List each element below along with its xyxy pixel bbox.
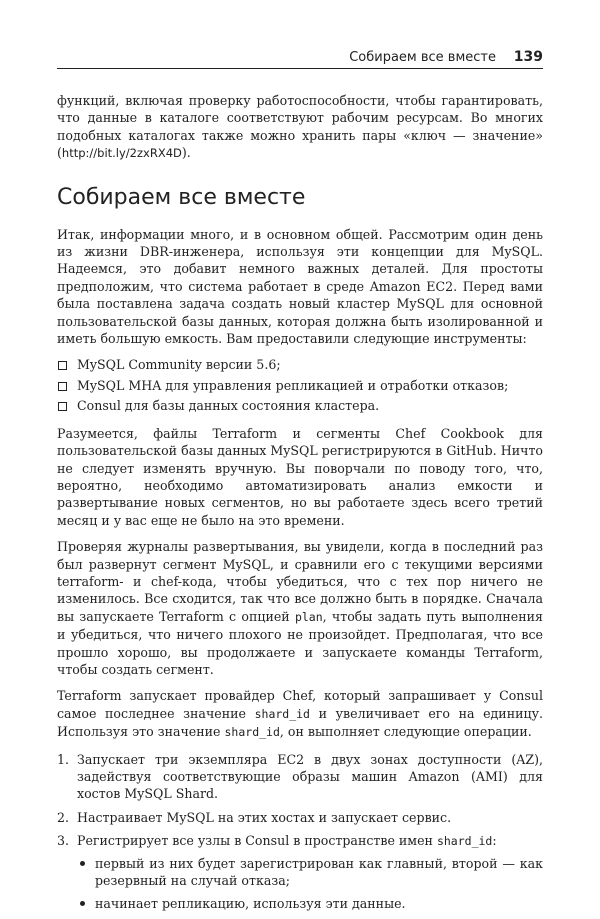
paragraph-4-text-mid: и увеличивает его на единицу. Используя это значение	[57, 705, 544, 740]
step-text: Настраивает MySQL на этих хостах и запускает сервис.	[77, 809, 452, 825]
paragraph-4	[57, 687, 543, 741]
paragraph-4-text-end: , он выполняет следующие операции.	[279, 724, 532, 740]
square-bullet-icon	[58, 382, 67, 391]
intro-link[interactable]: http://bit.ly/2zxRX4D	[61, 146, 182, 161]
intro-text: функций, включая проверку работоспособности, чтобы гарантировать, что данные в каталоге соответствуют рабочим ресурсам. Во многих подобных каталогах также можно хранить пары «ключ — значение» (	[57, 93, 543, 161]
paragraph-1: Итак, информации много, и в основном общей. Рассмотрим один день из жизни DBR-инженера, используя эти концепции для MySQL. Надеемся, это добавит немного важных деталей. Для простоты предположим, что система работает в среде Amazon EC2. Перед вами была поставлена задача создать новый кластер MySQL для основной пользовательской базы данных, которая должна быть изолированной и иметь большую емкость. Вам предоставили следующие инструменты:	[57, 226, 543, 347]
square-bullet-icon	[58, 361, 67, 370]
list-item	[57, 397, 543, 414]
square-bullet-icon	[58, 402, 67, 411]
bullet-icon	[80, 861, 85, 866]
step-item	[57, 751, 543, 803]
inline-code: shard_id	[224, 725, 280, 740]
step-number: 1.	[57, 751, 70, 767]
inline-code: plan	[294, 609, 323, 624]
paragraph-2: Разумеется, файлы Terraform и сегменты Chef Cookbook для пользовательской базы данных MySQL регистрируются в GitHub. Ничто не следует изменять вручную. Вы поворчали по поводу того, что, вероятно, необходимо автоматизировать анализ емкости и развертывание новых сегментов, но вы работаете здесь всего третий месяц и у вас еще не было на это времени.	[57, 425, 543, 528]
page-number: 139	[513, 49, 543, 65]
list-item	[57, 377, 543, 394]
list-item-text: MySQL MHA для управления репликацией и отработки отказов;	[77, 377, 509, 393]
step-text-end: :	[492, 833, 497, 849]
step-item	[57, 832, 543, 913]
running-header	[57, 48, 543, 69]
step-text: Регистрирует все узлы в Consul в пространстве имен	[77, 833, 437, 849]
list-item	[57, 356, 543, 373]
sub-list-item	[77, 895, 543, 912]
paragraph-4-text: Terraform запускает провайдер Chef, который запрашивает у Consul самое последнее значение	[57, 688, 543, 721]
step-text: Запускает три экземпляра EC2 в двух зонах доступности (AZ), задействуя соответствующие образы машин Amazon (AMI) для хостов MySQL Shard.	[77, 751, 543, 802]
tools-list	[57, 356, 543, 414]
paragraph-3-text-end: , чтобы задать путь выполнения и убедиться, что ничего плохого не произойдет. Предполагая, что все прошло хорошо, вы продолжаете и запускаете команды Terraform, чтобы создать сегмент.	[57, 608, 543, 677]
intro-text-end: ).	[181, 145, 191, 161]
paragraph-3-text: Проверяя журналы развертывания, вы увидели, когда в последний раз был развернут сегмент MySQL, и сравнили его с текущими версиями terraform- и chef-кода, чтобы убедиться, что с тех пор ничего не изменилось. Все сходится, так что все должно быть в порядке. Сначала вы запускаете Terraform с опцией	[57, 539, 543, 624]
step-number: 3.	[57, 833, 70, 849]
page-body	[57, 92, 543, 919]
bullet-icon	[80, 901, 85, 906]
sub-list-text: первый из них будет зарегистрирован как главный, второй — как резервный на случай отказа;	[95, 855, 543, 889]
step-number: 2.	[57, 809, 70, 825]
paragraph-3	[57, 538, 543, 678]
steps-list	[57, 751, 543, 913]
inline-code: shard_id	[254, 706, 310, 721]
running-title: Собираем все вместе	[349, 50, 496, 65]
sub-list-text: начинает репликацию, используя эти данные.	[95, 896, 406, 912]
step-item	[57, 809, 543, 826]
intro-paragraph	[57, 92, 543, 163]
sub-list-item	[77, 855, 543, 890]
list-item-text: MySQL Community версии 5.6;	[77, 357, 281, 373]
section-title: Собираем все вместе	[57, 184, 306, 210]
list-item-text: Consul для базы данных состояния кластера.	[77, 398, 380, 414]
sub-list	[77, 855, 543, 913]
inline-code: shard_id	[436, 834, 493, 849]
